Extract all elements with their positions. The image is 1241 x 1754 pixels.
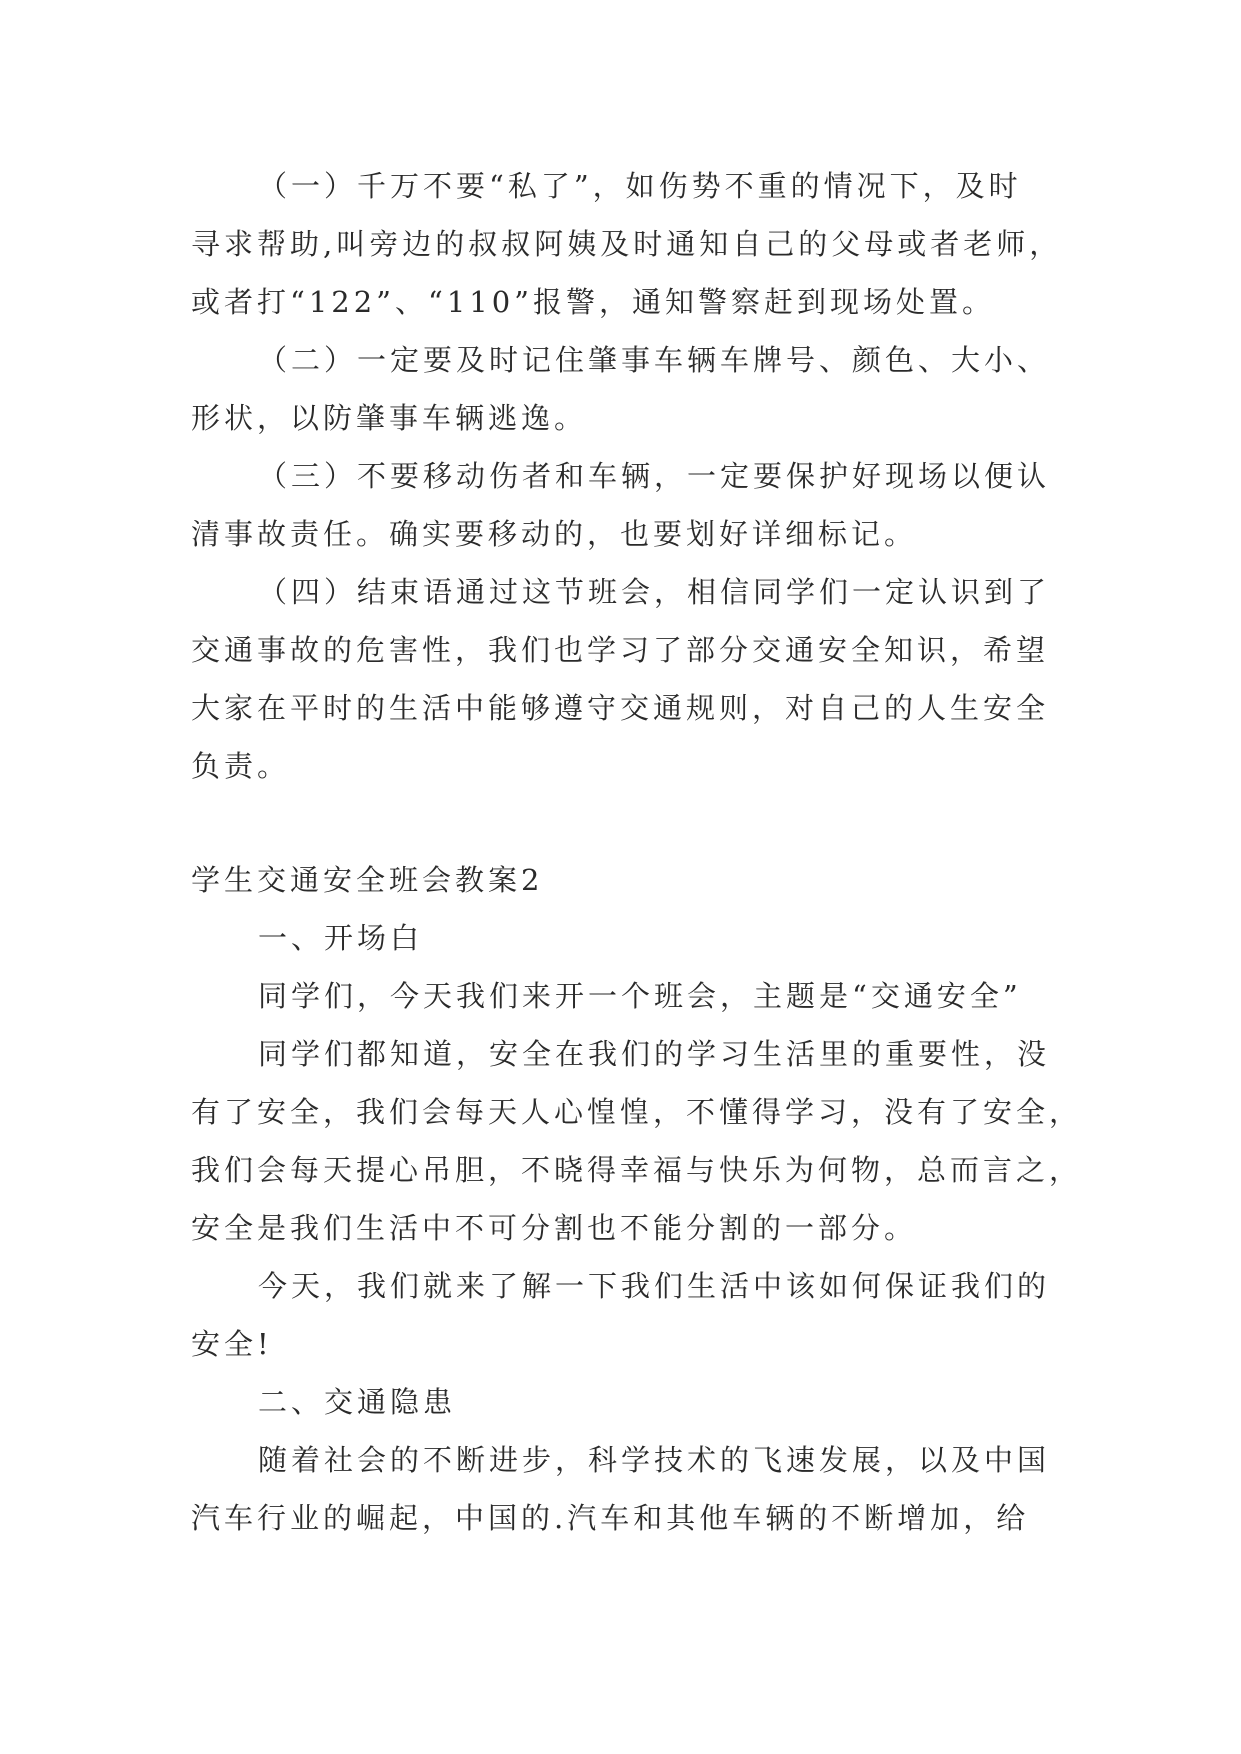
text-line: 大家在平时的生活中能够遵守交通规则，对自己的人生安全 [191,691,1050,725]
text-line: 安全是我们生活中不可分割也不能分割的一部分。 [191,1211,918,1245]
text-line: 同学们都知道，安全在我们的学习生活里的重要性，没 [258,1037,1051,1071]
text-line: 或者打“122”、“110”报警，通知警察赶到现场处置。 [191,285,996,319]
text-line: 负责。 [191,749,291,783]
text-line: 我们会每天提心吊胆，不晓得幸福与快乐为何物，总而言之， [191,1153,1083,1187]
text-line: 安全! [191,1327,273,1361]
text-line: （二）一定要及时记住肇事车辆车牌号、颜色、大小、 [258,343,1051,377]
text-line: 今天，我们就来了解一下我们生活中该如何保证我们的 [258,1269,1051,1303]
text-line: 形状，以防肇事车辆逃逸。 [191,401,588,435]
text-line: 汽车行业的崛起，中国的.汽车和其他车辆的不断增加，给 [191,1501,1030,1535]
text-line: 同学们，今天我们来开一个班会，主题是“交通安全” [258,979,1022,1013]
subheading: 二、交通隐患 [258,1385,457,1419]
text-line: （四）结束语通过这节班会，相信同学们一定认识到了 [258,575,1051,609]
text-line: （一）千万不要“私了”，如伤势不重的情况下，及时 [258,169,1022,203]
section-heading: 学生交通安全班会教案2 [191,863,544,897]
text-line: （三）不要移动伤者和车辆，一定要保护好现场以便认 [258,459,1051,493]
text-line: 清事故责任。确实要移动的，也要划好详细标记。 [191,517,918,551]
text-line: 寻求帮助,叫旁边的叔叔阿姨及时通知自己的父母或者老师， [191,227,1063,261]
text-line: 交通事故的危害性，我们也学习了部分交通安全知识，希望 [191,633,1050,667]
text-line: 有了安全，我们会每天人心惶惶，不懂得学习，没有了安全， [191,1095,1083,1129]
text-line: 随着社会的不断进步，科学技术的飞速发展，以及中国 [258,1443,1051,1477]
subheading: 一、开场白 [258,921,424,955]
